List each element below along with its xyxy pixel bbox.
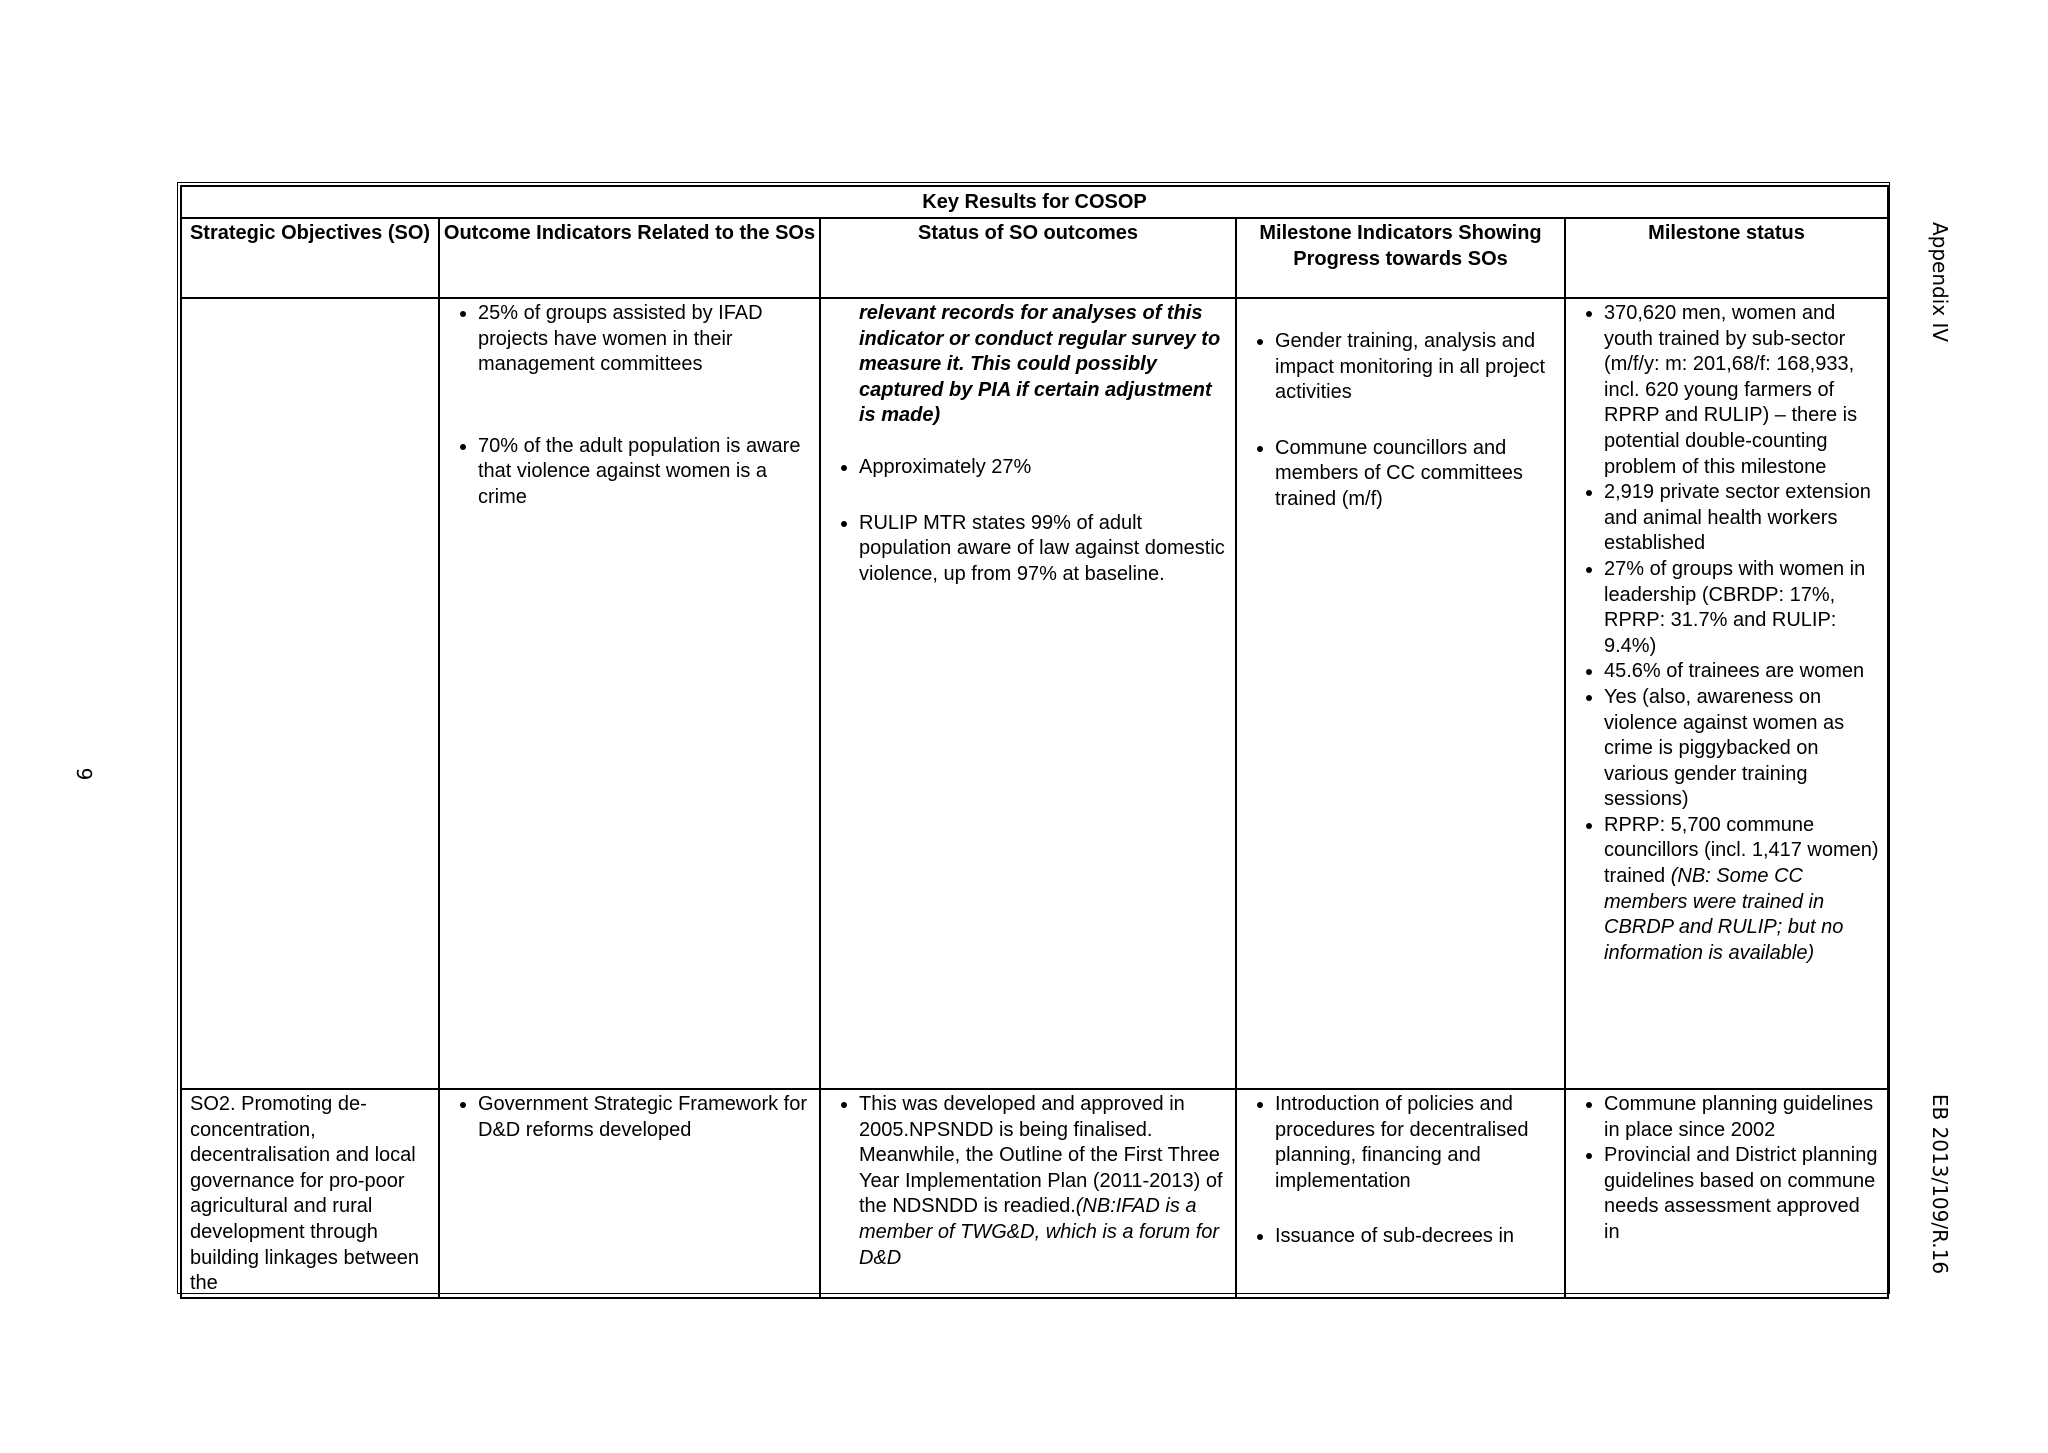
so-cell: SO2. Promoting de-concentration, decentralisation and local governance for pro-poor agricultural and rural development through building linkages between the (181, 1089, 439, 1298)
header-milestone-indicators: Milestone Indicators Showing Progress towards SOs (1236, 218, 1565, 298)
list-item: • 370,620 men, women and youth trained by sub-sector (m/f/y: m: 201,68/f: 168,933, incl. 620 young farmers of RPRP and RULIP) – there is potential double-counting problem of this milestone (1604, 301, 1879, 480)
table-row (181, 1089, 1888, 1298)
milestone-cell (1236, 298, 1565, 1089)
header-status-outcomes: Status of SO outcomes (820, 218, 1236, 298)
list-item-note: (NB: Some CC members were trained in CBRDP and RULIP; but no information is available) (1604, 865, 1844, 964)
header-strategic-objectives: Strategic Objectives (SO) (181, 218, 439, 298)
list-item: • 45.6% of trainees are women (1604, 659, 1879, 685)
milestone-status-cell (1565, 1089, 1888, 1298)
outcome-cell (439, 1089, 820, 1298)
list-item: • 70% of the adult population is aware that violence against women is a crime (478, 434, 811, 511)
status-cell (820, 298, 1236, 1089)
list-item: • Approximately 27% (859, 455, 1227, 481)
list-item: • 25% of groups assisted by IFAD projects have women in their management committees (478, 301, 811, 378)
outcome-cell (439, 298, 820, 1089)
table-header-row (181, 218, 1888, 298)
list-item-text: RPRP: 5,700 commune councillors (incl. 1,417 women) trained (1604, 813, 1879, 888)
page-number: 9 (72, 767, 96, 781)
list-item (1604, 813, 1879, 967)
status-cell (820, 1089, 1236, 1298)
list-item: • Commune councillors and members of CC committees trained (m/f) (1275, 436, 1556, 513)
header-milestone-status: Milestone status (1565, 218, 1888, 298)
milestone-cell (1236, 1089, 1565, 1298)
appendix-label: Appendix IV (1928, 221, 1952, 343)
table-title: Key Results for COSOP (181, 186, 1888, 218)
list-item: • Government Strategic Framework for D&D reforms developed (478, 1092, 811, 1143)
so-cell (181, 298, 439, 1089)
list-item-text: This was developed and approved in 2005.NPSNDD is being finalised. Meanwhile, the Outline of the First Three Year Implementation Plan (2011-2013) of the NDSNDD is readied. (859, 1093, 1223, 1218)
list-item: • Yes (also, awareness on violence against women as crime is piggybacked on various gender training sessions) (1604, 685, 1879, 813)
document-reference: EB 2013/109/R.16 (1928, 1093, 1952, 1275)
list-item: • 27% of groups with women in leadership (CBRDP: 17%, RPRP: 31.7% and RULIP: 9.4%) (1604, 557, 1879, 659)
list-item: • Gender training, analysis and impact monitoring in all project activities (1275, 329, 1556, 406)
list-item: • Introduction of policies and procedures for decentralised planning, financing and implementation (1275, 1092, 1556, 1194)
status-continued-text: relevant records for analyses of this indicator or conduct regular survey to measure it. This could possibly captured by PIA if certain adjustment is made) (859, 302, 1221, 427)
key-results-table (180, 185, 1889, 1299)
key-results-table-frame (177, 182, 1890, 1294)
list-item: • RULIP MTR states 99% of adult population aware of law against domestic violence, up from 97% at baseline. (859, 511, 1227, 588)
list-item (859, 1092, 1227, 1271)
list-item: • 2,919 private sector extension and animal health workers established (1604, 480, 1879, 557)
table-title-row (181, 186, 1888, 218)
header-outcome-indicators: Outcome Indicators Related to the SOs (439, 218, 820, 298)
milestone-status-cell (1565, 298, 1888, 1089)
list-item: • Provincial and District planning guidelines based on commune needs assessment approved in (1604, 1143, 1879, 1245)
list-item-note: (NB:IFAD is a member of TWG&D, which is a forum for D&D (859, 1195, 1220, 1269)
list-item: • Issuance of sub-decrees in (1275, 1224, 1556, 1250)
table-row (181, 298, 1888, 1089)
list-item: • Commune planning guidelines in place since 2002 (1604, 1092, 1879, 1143)
